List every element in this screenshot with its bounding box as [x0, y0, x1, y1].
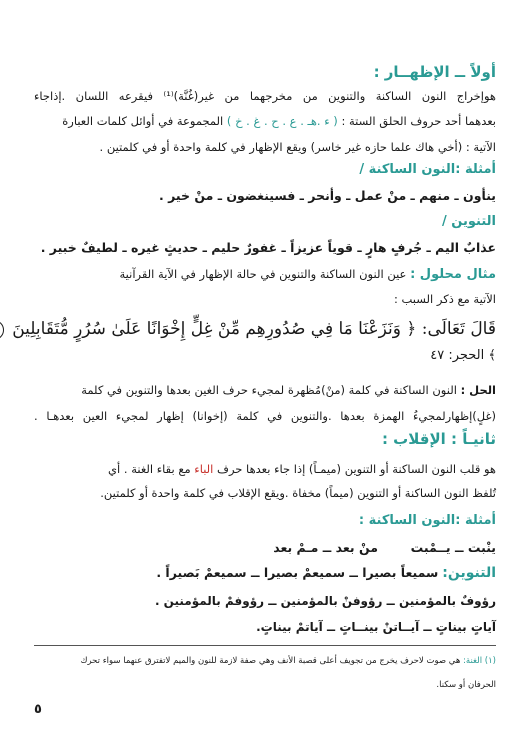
examples-noon-line: ينأون ـ منهم ـ منْ عمل ـ وأنحر ـ فسينغضون ـ منْ خير . [159, 188, 496, 203]
izhar-definition-line-3: الآتية : (أخي هاك علما حازه غير خاسر) ويقع الإظهار في كلمة واحدة أو في كلمتين . [99, 140, 496, 154]
throat-letters: ( ء .هـ . ع . ح . غ . خ ) [226, 114, 338, 128]
izhar-definition-text-end: المجموعة في أوائل كلمات العبارة [62, 114, 224, 128]
iqlab-example: ينْبت ــ يــمْبت [410, 540, 496, 555]
footnote-divider [34, 645, 496, 646]
iqlab-example: سميعاً بصيرا ــ سميعمْ بصيرا ــ سميعمْ بَصيراً . [156, 565, 439, 580]
solution-text: النون الساكنة في كلمة (منْ)مُظهرة لمجيء حرف الغين بعدها والتنوين في كلمة [81, 383, 457, 397]
iqlab-definition-text-end: مع بقاء الغنة . أي [108, 462, 191, 476]
examples-noon-heading: أمثلة :النون الساكنة / [359, 162, 496, 177]
solution-line-2: (غلٍ)إظهارلمجيءُ الهمزة بعدها .والتنوين في كلمة (إخوانا) إظهار لمجيء العين بعدهـا . [34, 409, 496, 423]
examples-iqlab-row-4: آياتٍ بيناتٍ ــ آيــاتنْ بينــاتٍ ــ آياتمْ بيناتٍ. [256, 620, 496, 634]
izhar-definition-line-2 [34, 113, 496, 129]
examples-iqlab-row-2 [34, 565, 496, 581]
quran-verse [12, 318, 496, 340]
verse-text: وَنَزَعْنَا مَا فِي صُدُورِهِم مِّنْ غِلٍّ إِخْوَانًا عَلَىٰ سُرُرٍ مُّتَقَابِلِينَ [12, 319, 401, 339]
solved-example-line-2: الآتية مع ذكر السبب : [393, 292, 496, 306]
izhar-definition-text: بعدهما أحد حروف الحلق الستة : [341, 114, 496, 128]
izhar-definition-line-1: هوإخراج النون الساكنة والتنوين من مخرجهما من غير(غُنَّة)⁽¹⁾ فيقرعه اللسان .إذاجاء [34, 89, 496, 103]
footnote-line-2: الحرفان أو سكنا. [436, 680, 496, 690]
examples-tanween-heading: التنوين / [442, 214, 496, 229]
iqlab-definition-text: هو قلب النون الساكنة أو التنوين (ميمـاً) إذا جاء بعدها حرف [217, 462, 496, 476]
solution-line-1 [34, 382, 496, 398]
iqlab-definition-line-1 [34, 461, 496, 477]
examples-iqlab-row-3: رؤوفٌ بالمؤمنين ــ رؤوفنْ بالمؤمنين ــ رؤوفمْ بالمؤمنين . [154, 594, 496, 608]
ba-letter: الباء [194, 462, 214, 476]
section-heading-izhar: أولاً ــ الإظهــار : [373, 63, 496, 81]
footnote-label: (١) الغنة: [463, 656, 496, 666]
solution-label: الحل : [460, 383, 496, 397]
solved-example-line-1 [34, 266, 496, 283]
page-number: ٥ [34, 702, 42, 717]
verse-reference-line [34, 348, 496, 364]
examples-tanween-line: عذابٌ اليم ـ جُرفٍ هارٍ ـ قوياً عزيزاً ـ غفورٌ حليم ـ حديثٍ غيره ـ لطيفٌ خبير . [40, 240, 496, 255]
section-heading-iqlab: ثانيـاً : الإقلاب : [381, 430, 496, 448]
footnote-text: هي صوت لاحرف يخرج من تجويف أعلى قصبة الأنف وهي صفة لازمة للنون والميم لاتفترق عنهما سواء تحرك [80, 656, 461, 666]
examples-iqlab-heading: أمثلة :النون الساكنة : [358, 513, 496, 528]
verse-close-bracket: ﴾ [488, 348, 496, 363]
iqlab-tanween-label: التنوين: [442, 565, 496, 581]
verse-reference: الحجر: ٤٧ [430, 348, 485, 363]
iqlab-example: منْ بعد ــ مـمْ بعد [273, 540, 378, 555]
solved-example-label: مثال محلول : [410, 267, 496, 282]
iqlab-definition-line-2: تُلفظ النون الساكنة أو التنوين (ميماً) مخفاة .ويقع الإقلاب في كلمة واحدة أو كلمتين. [100, 486, 496, 500]
verse-intro: قَالَ تَعَالَى: ﴿ [406, 319, 496, 339]
ayah-number-mark [0, 320, 4, 340]
examples-iqlab-row-1 [34, 540, 496, 556]
footnote-line-1 [34, 655, 496, 668]
solved-example-text: عين النون الساكنة والتنوين في حالة الإظهار في الآية القرآنية [119, 267, 407, 281]
